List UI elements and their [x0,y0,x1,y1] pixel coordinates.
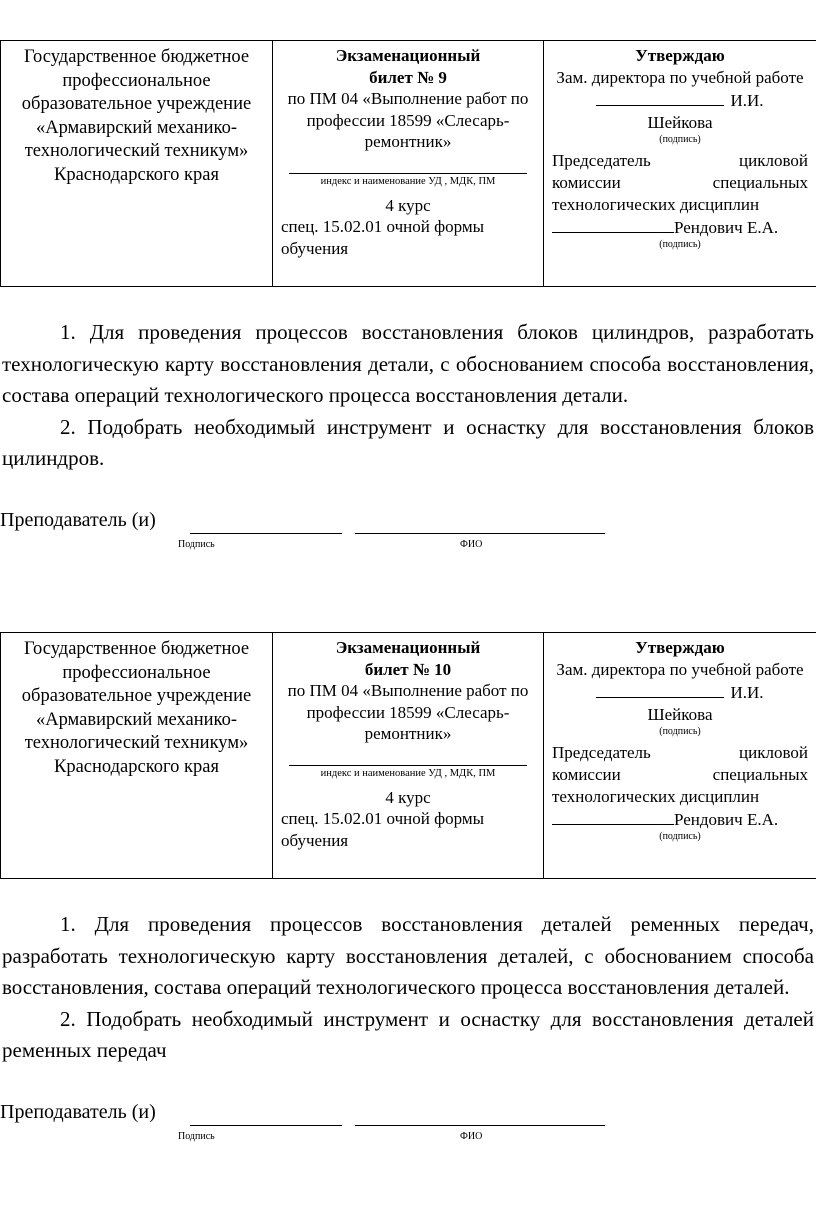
org-name: Государственное бюджетное профессиональное образовательное учреждение «Армавирский механико-технологический техникум» Краснодарского края [21,47,252,185]
deputy-title: Зам. директора по учебной работе [556,68,804,87]
approval-cell [544,633,816,879]
chair-dept: технологических дисциплин [552,787,760,806]
org-cell [1,633,273,879]
teacher-label: Преподаватель (и) [0,1100,156,1123]
teacher-sign-line [190,533,342,534]
ticket-title: Экзаменационный [335,46,481,65]
deputy-initials: И.И. [730,91,764,110]
course: 4 курс [385,787,431,807]
teacher-fio-line [355,533,605,534]
chair-word: специальных [712,765,808,784]
module-name: по ПМ 04 «Выполнение работ по профессии 18599 «Слесарь-ремонтник» [287,681,529,743]
index-caption: индекс и наименование УД , МДК, ПМ [320,767,496,779]
ticket-header-table [0,40,816,287]
index-caption: индекс и наименование УД , МДК, ПМ [320,175,496,187]
chair-dept: технологических дисциплин [552,195,760,214]
deputy-signature-line [596,89,724,106]
teacher-fio-line [355,1125,605,1126]
sign-label: Подпись [178,538,215,550]
approve-heading: Утверждаю [635,638,725,657]
teacher-sign-line [190,1125,342,1126]
chair-word: комиссии [552,765,621,784]
chair-word: цикловой [739,151,808,170]
chair-signature-line [552,216,674,233]
approval-cell [544,41,816,287]
course: 4 курс [385,195,431,215]
speciality: спец. 15.02.01 очной формы обучения [281,217,485,258]
ticket-info-cell [273,633,544,879]
deputy-sign-caption: (подпись) [659,726,701,737]
deputy-surname: Шейкова [647,113,713,132]
ticket-tasks [0,317,816,475]
teacher-signature-block [0,1101,816,1151]
exam-ticket-10 [0,632,816,1151]
chair-name: Рендович Е.А. [674,810,779,829]
org-cell [1,41,273,287]
deputy-title: Зам. директора по учебной работе [556,660,804,679]
chair-word: Председатель [552,151,651,170]
ticket-header-table [0,632,816,879]
deputy-surname: Шейкова [647,705,713,724]
chair-signature-line [552,808,674,825]
chair-word: специальных [712,173,808,192]
ticket-info-cell [273,41,544,287]
chair-name: Рендович Е.А. [674,218,779,237]
ticket-tasks [0,909,816,1067]
fio-label: ФИО [460,1130,483,1142]
index-line [289,173,527,174]
org-name: Государственное бюджетное профессиональное образовательное учреждение «Армавирский механико-технологический техникум» Краснодарского края [21,639,252,777]
approve-heading: Утверждаю [635,46,725,65]
sign-label: Подпись [178,1130,215,1142]
chair-sign-caption: (подпись) [659,239,701,250]
teacher-signature-block [0,509,816,559]
deputy-sign-caption: (подпись) [659,134,701,145]
fio-label: ФИО [460,538,483,550]
task-2: 2. Подобрать необходимый инструмент и оснастку для восстановления блоков цилиндров. [2,414,814,470]
chair-word: Председатель [552,743,651,762]
exam-ticket-9 [0,40,816,559]
ticket-title: Экзаменационный [335,638,481,657]
task-1: 1. Для проведения процессов восстановления блоков цилиндров, разработать технологическую карту восстановления детали, с обоснованием способа восстановления, состава операций технологического процесса восстановления детали. [2,320,814,407]
deputy-signature-line [596,681,724,698]
speciality: спец. 15.02.01 очной формы обучения [281,809,485,850]
ticket-number: билет № 10 [364,659,452,679]
task-2: 2. Подобрать необходимый инструмент и оснастку для восстановления деталей ременных передач [2,1006,814,1062]
teacher-label: Преподаватель (и) [0,508,156,531]
chair-sign-caption: (подпись) [659,831,701,842]
module-name: по ПМ 04 «Выполнение работ по профессии 18599 «Слесарь-ремонтник» [287,89,529,151]
index-line [289,765,527,766]
chair-word: цикловой [739,743,808,762]
chair-word: комиссии [552,173,621,192]
ticket-number: билет № 9 [369,67,447,87]
deputy-initials: И.И. [730,683,764,702]
task-1: 1. Для проведения процессов восстановления деталей ременных передач, разработать технологическую карту восстановления деталей, с обоснованием способа восстановления, состава операций технологического процесса восстановления деталей. [2,912,814,999]
